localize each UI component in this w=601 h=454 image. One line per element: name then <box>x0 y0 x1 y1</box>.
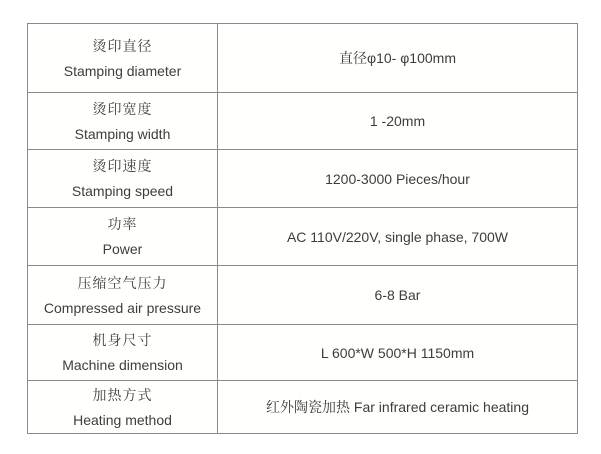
spec-label-cn: 烫印宽度 <box>92 100 153 117</box>
spec-value-cell <box>218 24 577 92</box>
spec-label-cell <box>28 266 218 324</box>
spec-value-cell <box>218 93 577 149</box>
spec-value-cell <box>218 381 577 433</box>
spec-label-en: Stamping width <box>74 125 171 142</box>
spec-label-en: Compressed air pressure <box>43 299 202 316</box>
spec-label-cn: 机身尺寸 <box>92 332 153 348</box>
spec-label-en: Machine dimension <box>62 357 183 373</box>
spec-label-cell <box>28 208 218 265</box>
table-row-stamping-speed <box>28 149 577 207</box>
table-row-heating-method <box>28 380 577 433</box>
spec-value: 1 -20mm <box>369 113 426 129</box>
table-row-power <box>28 207 577 265</box>
spec-value-cell <box>218 150 577 207</box>
spec-label-cn: 烫印速度 <box>92 158 153 174</box>
spec-label-cell <box>28 381 218 433</box>
spec-label-cell <box>28 150 218 207</box>
spec-label-en: Heating method <box>73 411 172 428</box>
table-row-compressed-air-pressure <box>28 265 577 324</box>
spec-value: 直径φ10- φ100mm <box>339 50 456 66</box>
spec-label-cn: 压缩空气压力 <box>77 274 168 291</box>
spec-label-cell <box>28 24 218 92</box>
specification-table <box>27 23 578 434</box>
spec-value-cell <box>218 325 577 380</box>
spec-value-cell <box>218 266 577 324</box>
table-row-stamping-width <box>28 92 577 149</box>
spec-label-cn: 功率 <box>107 216 138 232</box>
spec-label-en: Stamping speed <box>71 183 174 199</box>
spec-label-en: Power <box>102 241 143 257</box>
spec-label-cell <box>28 93 218 149</box>
spec-label-cn: 加热方式 <box>92 386 153 403</box>
spec-value: 红外陶瓷加热 Far infrared ceramic heating <box>266 399 529 415</box>
spec-label-cell <box>28 325 218 380</box>
table-row-stamping-diameter <box>28 24 577 92</box>
table-row-machine-dimension <box>28 324 577 380</box>
spec-value: AC 110V/220V, single phase, 700W <box>286 228 509 245</box>
spec-value: L 600*W 500*H 1150mm <box>320 344 475 361</box>
spec-label-cn: 烫印直径 <box>92 37 153 54</box>
spec-value: 6-8 Bar <box>374 287 421 303</box>
spec-value: 1200-3000 Pieces/hour <box>325 170 470 187</box>
spec-label-en: Stamping diameter <box>63 62 182 79</box>
spec-value-cell <box>218 208 577 265</box>
